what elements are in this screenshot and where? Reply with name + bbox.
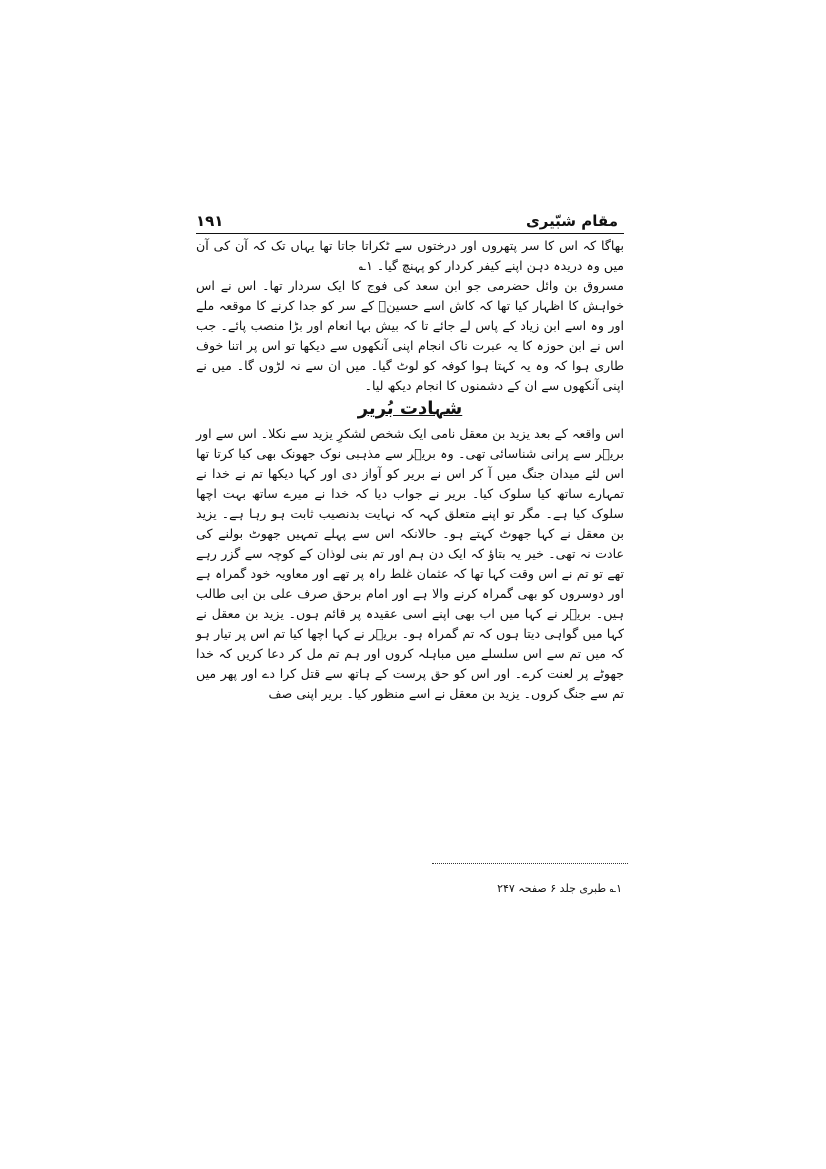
body-text — [196, 236, 624, 704]
header-rule — [196, 233, 624, 234]
footnote: ۱؎ طبری جلد ۶ صفحہ ۲۴۷ — [497, 882, 622, 895]
running-header — [196, 202, 618, 230]
paragraph: بھاگا کہ اس کا سر پتھروں اور درختوں سے ٹکراتا جاتا تھا یہاں تک کہ آن کی آن میں وہ دریدہ دہن اپنے کیفر کردار کو پہنچ گیا۔ ۱؎ — [196, 238, 624, 273]
paragraph: اس واقعہ کے بعد یزید بن معقل نامی ایک شخص لشکرِ یزید سے نکلا۔ اس سے اور بریؔر سے پرانی شناسائی تھی۔ وہ بریؔر سے مذہبی نوک جھونک بھی کیا کرتا تھا اس لئے میدان جنگ میں آ کر اس نے بریر کو آواز دی اور کہا دیکھا تم نے خدا نے تمہارے ساتھ کیا سلوک کیا۔ بریر نے جواب دیا کہ خدا نے میرے ساتھ بہت اچھا سلوک کیا ہے۔ مگر تو اپنے متعلق کہہ کہ نہایت بدنصیب ثابت ہو رہا ہے۔ یزید بن معقل نے کہا جھوٹ کہتے ہو۔ حالانکہ اس سے پہلے تمہیں جھوٹ بولنے کی عادت نہ تھی۔ خیر یہ بتاؤ کہ ایک دن ہم اور تم بنی لوذان کے کوچہ سے گزر رہے تھے تو تم نے اس وقت کہا تھا کہ عثمان غلط راہ پر تھے اور معاویہ خود گمراہ ہے اور دوسروں کو بھی گمراہ کرنے والا ہے اور امام برحق صرف علی بن ابی طالب ہیں۔ بریؔر نے کہا میں اب بھی اپنے اسی عقیدہ پر قائم ہوں۔ یزید بن معقل نے کہا میں گواہی دیتا ہوں کہ تم گمراہ ہو۔ بریؔر نے کہا اچھا کیا تم اس پر تیار ہو کہ میں تم سے اس سلسلے میں مباہلہ کروں اور ہم تم مل کر دعا کریں کہ خدا جھوٹے پر لعنت کرے۔ اور اس کو حق پرست کے ہاتھ سے قتل کرا دے اور پھر میں تم سے جنگ کروں۔ یزید بن معقل نے اسے منظور کیا۔ بریر اپنی صف — [196, 426, 624, 701]
running-title: مقام شبّیری — [525, 212, 618, 230]
section-heading: شہادت بُریر — [357, 398, 463, 419]
footnote-separator — [432, 863, 628, 864]
page-number: ۱۹۱ — [196, 212, 224, 230]
paragraph: مسروق بن وائل حضرمی جو ابن سعد کی فوج کا ایک سردار تھا۔ اس نے اس خواہش کا اظہار کیا تھا کہ کاش اسے حسینؑ کے سر کو جدا کرنے کا موقعہ ملے اور وہ اسے ابن زیاد کے پاس لے جائے تا کہ بیش بہا انعام اور بڑا منصب پائے۔ جب اس نے ابن حوزہ کا یہ عبرت ناک انجام اپنی آنکھوں سے دیکھا تو اس پر اتنا خوف طاری ہوا کہ وہ یہ کہتا ہوا کوفہ کو لوٹ گیا۔ میں ان سے نہ لڑوں گا۔ میں نے اپنی آنکھوں سے ان کے دشمنوں کا انجام دیکھ لیا۔ — [196, 278, 624, 393]
